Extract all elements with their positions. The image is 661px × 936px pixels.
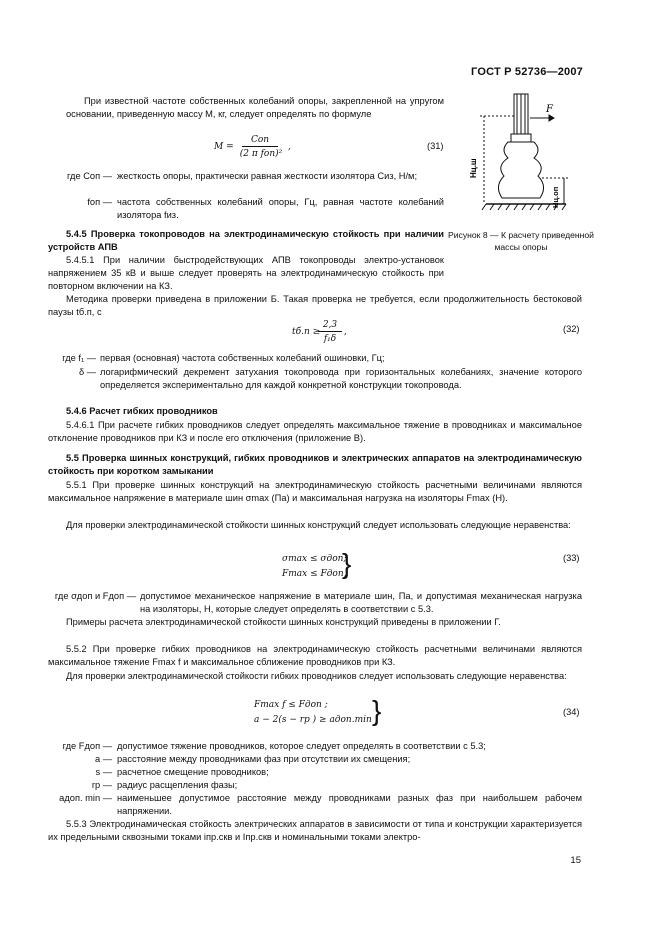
where4-text-4: наименьшее допустимое расстояние между проводниками разных фаз при наибольшем рабочем напряжении. xyxy=(117,793,582,816)
eq32-numerator: 2,3 xyxy=(318,319,342,332)
where4-text-2: расчетное смещение проводников; xyxy=(117,767,269,777)
eq34-brace: } xyxy=(372,695,382,726)
para-5-5-2: 5.5.2 При проверке гибких проводников на электродинамическую стойкость расчетными величинами являются максимальное тяжение Fmax f и максимальное сближение проводников при КЗ. xyxy=(48,644,582,667)
insulator-shape xyxy=(498,142,543,198)
intro-paragraph: При известной частоте собственных колебаний опоры, закрепленной на упругом основании, приведенную массу M, кг, следует определять по формуле xyxy=(66,96,444,119)
where2-sym-0: где f₁ — xyxy=(62,353,96,363)
figure-caption: Рисунок 8 — К расчету приведенной массы опоры xyxy=(448,230,594,252)
where1-text-0: жесткость опоры, практически равная жесткости изолятора Cиз, Н/м; xyxy=(117,171,418,181)
where4-text-1: расстояние между проводниками фаз при отсутствии их смещения; xyxy=(117,754,411,764)
section-5-4-6-title: 5.4.6 Расчет гибких проводников xyxy=(66,406,218,416)
where4-sym-3: rр — xyxy=(91,780,112,790)
eq33-line1: σmax ≤ σдоп; xyxy=(282,554,347,564)
para-5-5-3: 5.5.3 Электродинамическая стойкость электрических аппаратов в зависимости от типа и конструкции характеризуется их предельными сквозными токами iпр.скв и Iпр.скв и номинальными токами электро- xyxy=(48,819,582,842)
eq34-number: (34) xyxy=(563,707,580,717)
eq31-lhs: M = xyxy=(214,142,234,152)
standard-header: ГОСТ Р 52736—2007 xyxy=(471,66,583,78)
para-5-4-5-1: 5.4.5.1 При наличии быстродействующих АПВ токопроводы электро-установок напряжением 35 кВ и выше следует проверять на электродинамическую стойкость при повторном включении на КЗ. xyxy=(48,255,444,291)
where1-sym-1: fоп — xyxy=(87,197,112,207)
where4-text-0: допустимое тяжение проводников, которое следует определять в соответствии с 5.3; xyxy=(117,741,486,751)
height-support-label: Hц.оп xyxy=(551,186,560,208)
eq32-lhs: tб.п ≥ xyxy=(292,327,321,337)
where4-sym-4: aдоп. min — xyxy=(59,793,112,803)
examples-paragraph: Примеры расчета электродинамической стойкости шинных конструкций приведены в приложении Г. xyxy=(66,617,501,627)
where4-sym-2: s — xyxy=(95,767,112,777)
eq33-number: (33) xyxy=(563,553,580,563)
where4-sym-1: a — xyxy=(94,754,112,764)
eq34-line1: Fmax f ≤ Fдоп ; xyxy=(254,700,328,710)
para-5-5-2-b: Для проверки электродинамической стойкости гибких проводников следует использовать следующие неравенства: xyxy=(66,671,567,681)
where1-sym-0: где Cоп — xyxy=(67,171,112,181)
eq33-brace: } xyxy=(342,548,352,579)
section-5-4-5-title: 5.4.5 Проверка токопроводов на электродинамическую стойкость при наличии устройств АПВ xyxy=(48,229,444,252)
page-number: 15 xyxy=(570,855,581,866)
eq31-numerator: Cоп xyxy=(242,134,278,147)
height-busbar-label: Hц.ш xyxy=(469,158,478,178)
para-5-5-1-b: Для проверки электродинамической стойкости шинных конструкций следует использовать следующие неравенства: xyxy=(66,520,571,530)
eq33-line2: Fmax ≤ Fдоп, xyxy=(282,569,347,579)
method-paragraph: Методика проверки приведена в приложении Б. Такая проверка не требуется, если продолжительность бестоковой паузы tб.п, с xyxy=(48,294,582,317)
where3-sym: где σдоп и Fдоп — xyxy=(54,591,136,601)
force-label: F xyxy=(546,104,553,115)
support-figure xyxy=(446,86,594,216)
where2-text-0: первая (основная) частота собственных колебаний ошиновки, Гц; xyxy=(100,353,385,363)
para-5-5-1: 5.5.1 При проверке шинных конструкций на электродинамическую стойкость расчетными величинами являются максимальное напряжение в материале шин σmax (Па) и максимальная нагрузка на изоляторы Fmax (Н). xyxy=(48,480,582,503)
eq31-tail: , xyxy=(288,142,291,152)
eq32-denominator: f₁δ xyxy=(323,334,337,344)
para-5-4-6-1: 5.4.6.1 При расчете гибких проводников следует определять максимальное тяжение в проводниках и максимальное отклонение проводников при КЗ и после его отключения (приложение В). xyxy=(48,420,582,443)
eq31-denominator: (2 π fоп)² xyxy=(239,149,283,159)
where4-text-3: радиус расщепления фазы; xyxy=(117,780,238,790)
eq32-tail: , xyxy=(344,327,347,337)
where3-text: допустимое механическое напряжение в материале шин, Па, и допустимая механическая нагрузка на изоляторы, Н, которые следует определять в соответствии с 5.3. xyxy=(140,591,582,614)
where4-sym-0: где Fдоп — xyxy=(62,741,112,751)
where1-text-1: частота собственных колебаний опоры, Гц, равная частоте колебаний изолятора fиз. xyxy=(117,197,444,220)
eq31-number: (31) xyxy=(427,141,444,151)
eq32-number: (32) xyxy=(563,324,580,334)
section-5-5-title: 5.5 Проверка шинных конструкций, гибких проводников и электрических аппаратов на электродинамическую стойкость при коротком замыкании xyxy=(48,453,582,476)
where2-sym-1: δ — xyxy=(78,367,96,377)
eq34-line2: a − 2(s − rр ) ≥ aдоп.min , xyxy=(254,715,378,725)
where2-text-1: логарифмический декремент затухания токопровода при горизонтальных колебаниях, значение которого определяется экспериментально для каждой конкретной конструкции токопровода. xyxy=(100,367,582,390)
